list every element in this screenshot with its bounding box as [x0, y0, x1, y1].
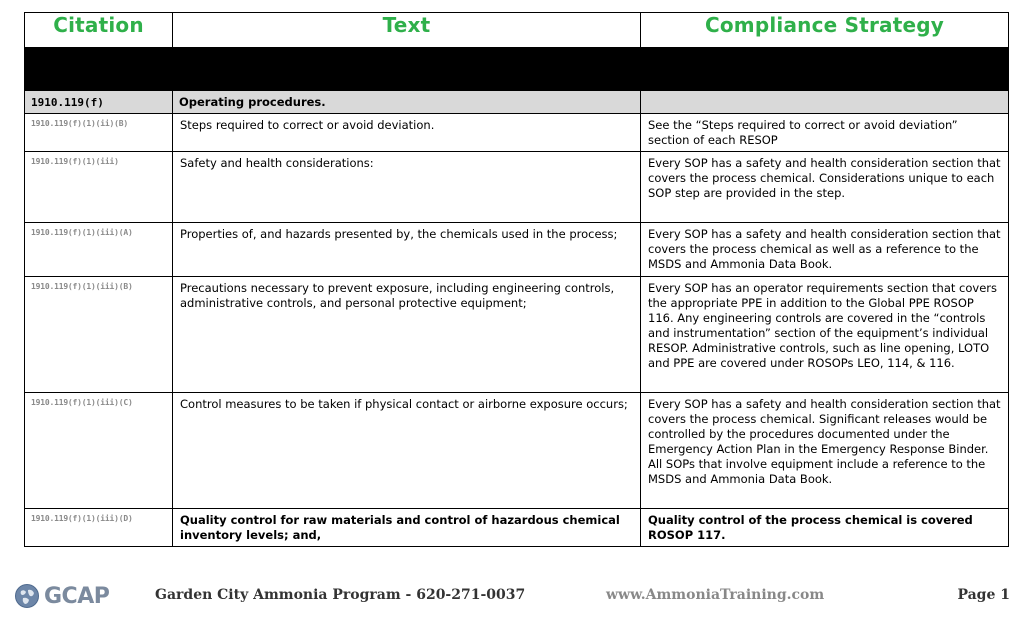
row-text: Steps required to correct or avoid deviation. [173, 114, 641, 152]
table-row [25, 223, 1009, 277]
row-text: Safety and health considerations: [173, 152, 641, 223]
row-text: Properties of, and hazards presented by, the chemicals used in the process; [173, 223, 641, 277]
row-strategy: See the “Steps required to correct or avoid deviation” section of each RESOP [641, 114, 1009, 152]
page-number: Page 1 [957, 587, 1010, 603]
program-name: Garden City Ammonia Program - 620-271-0037 [155, 587, 526, 603]
row-citation: 1910.119(f)(1)(iii) [25, 152, 173, 223]
table-row [25, 152, 1009, 223]
row-citation: 1910.119(f)(1)(iii)(B) [25, 277, 173, 393]
strategy-header: Compliance Strategy [641, 13, 1009, 48]
section-citation: 1910.119(f) [25, 91, 173, 114]
divider-cell [173, 48, 641, 91]
website-url[interactable]: www.AmmoniaTraining.com [606, 587, 825, 603]
row-strategy: Every SOP has a safety and health consideration section that covers the process chemical. Significant releases would be controlled by the procedures documented under the Emergency Action Plan in the Emergency Response Binder. All SOPs that involve equipment include a reference to the MSDS and Ammonia Data Book. [641, 393, 1009, 509]
divider-cell [641, 48, 1009, 91]
row-strategy: Quality control of the process chemical is covered ROSOP 117. [641, 509, 1009, 547]
header-row [25, 13, 1009, 48]
row-strategy: Every SOP has an operator requirements section that covers the appropriate PPE in addition to the Global PPE ROSOP 116. Any engineering controls are covered in the “controls and instrumentation” section of the equipment’s individual RESOP. Administrative controls, such as line opening, LOTO and PPE are covered under ROSOPs LEO, 114, & 116. [641, 277, 1009, 393]
section-title: Operating procedures. [173, 91, 641, 114]
row-citation: 1910.119(f)(1)(iii)(C) [25, 393, 173, 509]
black-divider-row [25, 48, 1009, 91]
globe-icon [14, 583, 40, 609]
row-citation: 1910.119(f)(1)(iii)(D) [25, 509, 173, 547]
row-citation: 1910.119(f)(1)(iii)(A) [25, 223, 173, 277]
table-row [25, 509, 1009, 547]
row-text: Control measures to be taken if physical contact or airborne exposure occurs; [173, 393, 641, 509]
section-row [25, 91, 1009, 114]
row-strategy: Every SOP has a safety and health consideration section that covers the process chemical as well as a reference to the MSDS and Ammonia Data Book. [641, 223, 1009, 277]
row-text: Quality control for raw materials and control of hazardous chemical inventory levels; and, [173, 509, 641, 547]
citation-header: Citation [25, 13, 173, 48]
gcap-logo [14, 582, 109, 610]
row-strategy: Every SOP has a safety and health consideration section that covers the process chemical. Considerations unique to each SOP step are provided in the step. [641, 152, 1009, 223]
compliance-table [24, 12, 1009, 547]
row-text: Precautions necessary to prevent exposure, including engineering controls, administrative controls, and personal protective equipment; [173, 277, 641, 393]
logo-text: GCAP [44, 583, 110, 609]
row-citation: 1910.119(f)(1)(ii)(B) [25, 114, 173, 152]
divider-cell [25, 48, 173, 91]
table-row [25, 393, 1009, 509]
text-header: Text [173, 13, 641, 48]
table-row [25, 277, 1009, 393]
section-strategy [641, 91, 1009, 114]
table-row [25, 114, 1009, 152]
page-footer [0, 578, 1024, 614]
